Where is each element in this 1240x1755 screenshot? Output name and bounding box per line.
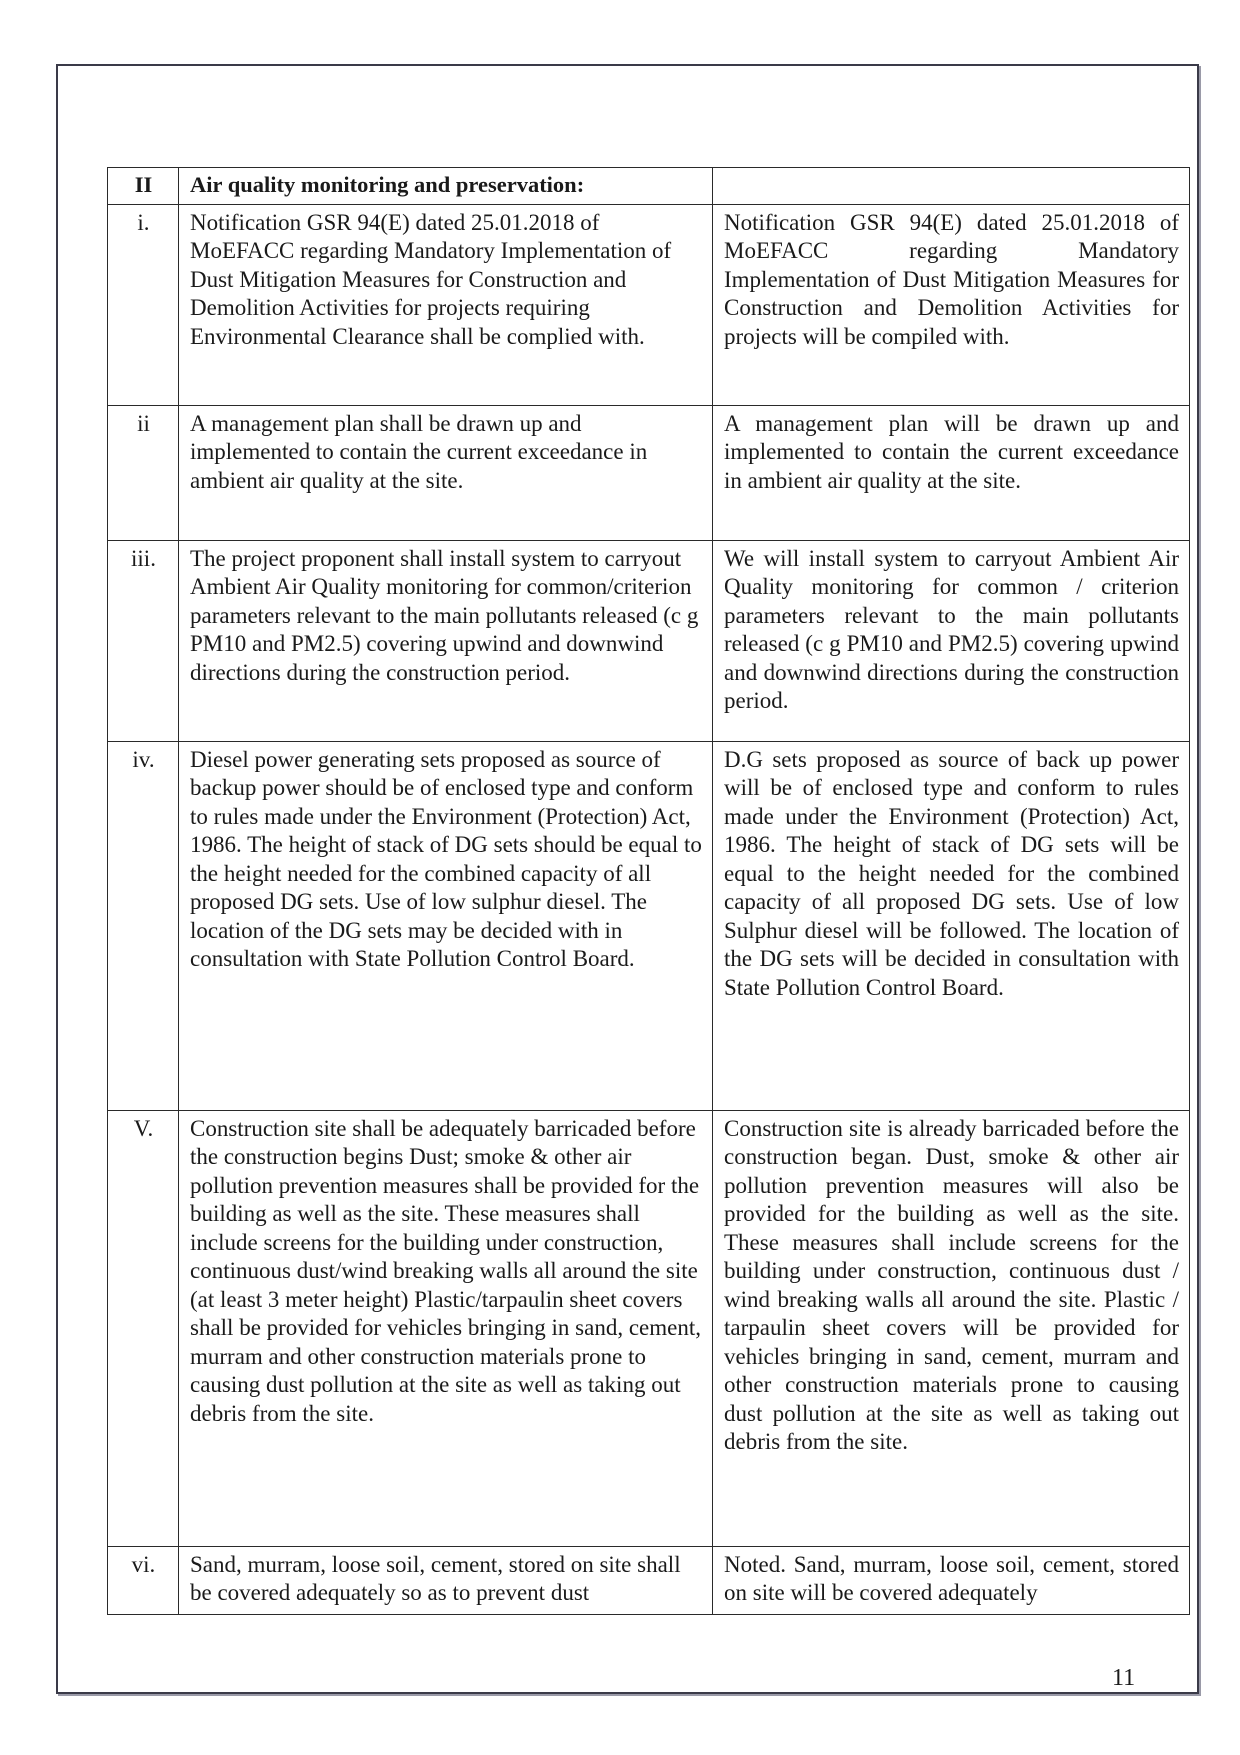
compliance-response: Noted. Sand, murram, loose soil, cement, stored on site will be covered adequately: [713, 1546, 1190, 1614]
compliance-response: We will install system to carryout Ambient Air Quality monitoring for common / criterion parameters relevant to the main pollutants released (c g PM10 and PM2.5) covering upwind and downwind directions during the construction period.: [713, 540, 1190, 741]
item-number: iv.: [108, 741, 179, 1110]
compliance-table: [107, 167, 1190, 1615]
condition-text: Construction site shall be adequately barricaded before the construction begins Dust; smoke & other air pollution prevention measures shall be provided for the building as well as the site. These measures shall include screens for the building under construction, continuous dust/wind breaking walls all around the site (at least 3 meter height) Plastic/tarpaulin sheet covers shall be provided for vehicles bringing in sand, cement, murram and other construction materials prone to causing dust pollution at the site as well as taking out debris from the site.: [179, 1110, 713, 1546]
condition-text: The project proponent shall install system to carryout Ambient Air Quality monitoring for common/criterion parameters relevant to the main pollutants released (c g PM10 and PM2.5) covering upwind and downwind directions during the construction period.: [179, 540, 713, 741]
compliance-response: D.G sets proposed as source of back up power will be of enclosed type and conform to rules made under the Environment (Protection) Act, 1986. The height of stack of DG sets will be equal to the height needed for the combined capacity of all proposed DG sets. Use of low Sulphur diesel will be followed. The location of the DG sets will be decided in consultation with State Pollution Control Board.: [713, 741, 1190, 1110]
table-row: [108, 204, 1190, 405]
condition-text: Notification GSR 94(E) dated 25.01.2018 of MoEFACC regarding Mandatory Implementation of Dust Mitigation Measures for Construction and Demolition Activities for projects requiring Environmental Clearance shall be complied with.: [179, 204, 713, 405]
item-number: iii.: [108, 540, 179, 741]
section-title: Air quality monitoring and preservation:: [179, 168, 713, 205]
compliance-response: A management plan will be drawn up and implemented to contain the current exceedance in ambient air quality at the site.: [713, 405, 1190, 540]
page-number: 11: [1112, 1665, 1136, 1691]
condition-text: A management plan shall be drawn up and implemented to contain the current exceedance in ambient air quality at the site.: [179, 405, 713, 540]
table-row: [108, 741, 1190, 1110]
response-header: [713, 168, 1190, 205]
table-row: [108, 540, 1190, 741]
table-row: [108, 1110, 1190, 1546]
compliance-response: Notification GSR 94(E) dated 25.01.2018 of MoEFACC regarding Mandatory Implementation of Dust Mitigation Measures for Construction and Demolition Activities for projects will be compiled with.: [713, 204, 1190, 405]
section-header-row: [108, 168, 1190, 205]
item-number: i.: [108, 204, 179, 405]
table-row: [108, 1546, 1190, 1614]
item-number: V.: [108, 1110, 179, 1546]
compliance-response: Construction site is already barricaded before the construction began. Dust, smoke & other air pollution prevention measures will also be provided for the building as well as the site. These measures shall include screens for the building under construction, continuous dust / wind breaking walls all around the site. Plastic / tarpaulin sheet covers will be provided for vehicles bringing in sand, cement, murram and other construction materials prone to causing dust pollution at the site as well as taking out debris from the site.: [713, 1110, 1190, 1546]
condition-text: Diesel power generating sets proposed as source of backup power should be of enclosed type and conform to rules made under the Environment (Protection) Act, 1986. The height of stack of DG sets should be equal to the height needed for the combined capacity of all proposed DG sets. Use of low sulphur diesel. The location of the DG sets may be decided with in consultation with State Pollution Control Board.: [179, 741, 713, 1110]
item-number: ii: [108, 405, 179, 540]
section-number: II: [108, 168, 179, 205]
table-row: [108, 405, 1190, 540]
item-number: vi.: [108, 1546, 179, 1614]
condition-text: Sand, murram, loose soil, cement, stored on site shall be covered adequately so as to prevent dust: [179, 1546, 713, 1614]
